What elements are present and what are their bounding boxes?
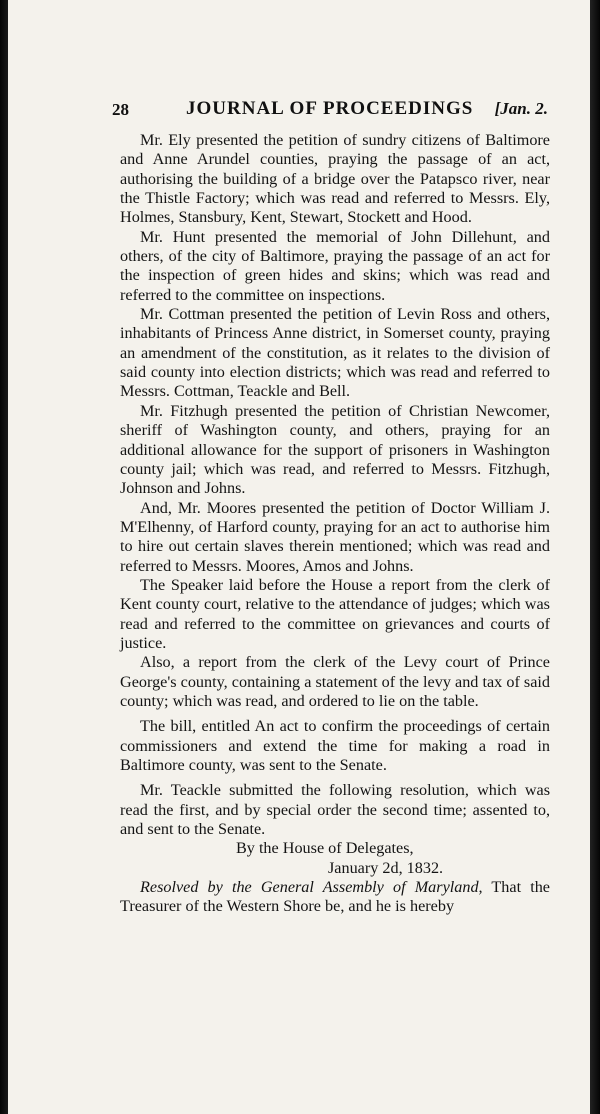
resolution-paragraph [120,878,550,917]
paragraph-fitzhugh-petition: Mr. Fitzhugh presented the petition of Christian Newcomer, sheriff of Washington county, and others, praying for an additional allowance for the support of prisoners in Washington county jail; which was read, and referred to Messrs. Fitzhugh, Johnson and Johns. [120,401,550,498]
paragraph-teackle-resolution: Mr. Teackle submitted the following resolution, which was read the first, and by special order the second time; assented to, and sent to the Senate. [120,781,550,839]
journal-body [120,131,550,917]
page-number: 28 [112,100,129,119]
running-date: [Jan. 2. [494,99,548,118]
signoff-house: By the House of Delegates, [236,839,414,858]
paragraph-speaker-report: The Speaker laid before the House a report from the clerk of Kent county court, relative to the attendance of judges; which was read and referred to the committee on grievances and courts of justice. [120,575,550,652]
journal-page [8,0,592,1114]
paragraph-bill-sent: The bill, entitled An act to confirm the proceedings of certain commissioners and extend the time for making a road in Baltimore county, was sent to the Senate. [120,717,550,774]
paragraph-cottman-petition: Mr. Cottman presented the petition of Levin Ross and others, inhabitants of Princess Anne district, in Somerset county, praying an amendment of the constitution, as it relates to the division of said county into election districts; which was read and referred to Messrs. Cottman, Teackle and Bell. [120,305,550,401]
resolution-text: That the Treasurer of the Western Shore be, and he is hereby [120,878,550,916]
running-title: JOURNAL OF PROCEEDINGS [186,98,474,119]
paragraph-hunt-memorial: Mr. Hunt presented the memorial of John Dillehunt, and others, of the city of Baltimore, praying the passage of an act for the inspection of green hides and skins; which was read and referred to the committee on inspections. [120,227,550,304]
paragraph-ely-petition: Mr. Ely presented the petition of sundry citizens of Baltimore and Anne Arundel counties, praying the passage of an act, authorising the building of a bridge over the Patapsco river, near the Thistle Factory; which was read and referred to Messrs. Ely, Holmes, Stansbury, Kent, Stewart, Stockett and Hood. [120,131,550,227]
signoff-date: January 2d, 1832. [328,858,444,877]
paragraph-levy-court-report: Also, a report from the clerk of the Levy court of Prince George's county, containing a statement of the levy and tax of said county; which was read, and ordered to lie on the table. [120,653,550,710]
scan-edge-left [0,0,8,1114]
resolution-lead: Resolved by the General Assembly of Maryland, [140,878,483,897]
page-header [112,96,548,126]
paragraph-moores-petition: And, Mr. Moores presented the petition of Doctor William J. M'Elhenny, of Harford county, praying for an act to authorise him to hire out certain slaves therein mentioned; which was read and referred to Messrs. Moores, Amos and Johns. [120,498,550,575]
scan-edge-right [590,0,600,1114]
